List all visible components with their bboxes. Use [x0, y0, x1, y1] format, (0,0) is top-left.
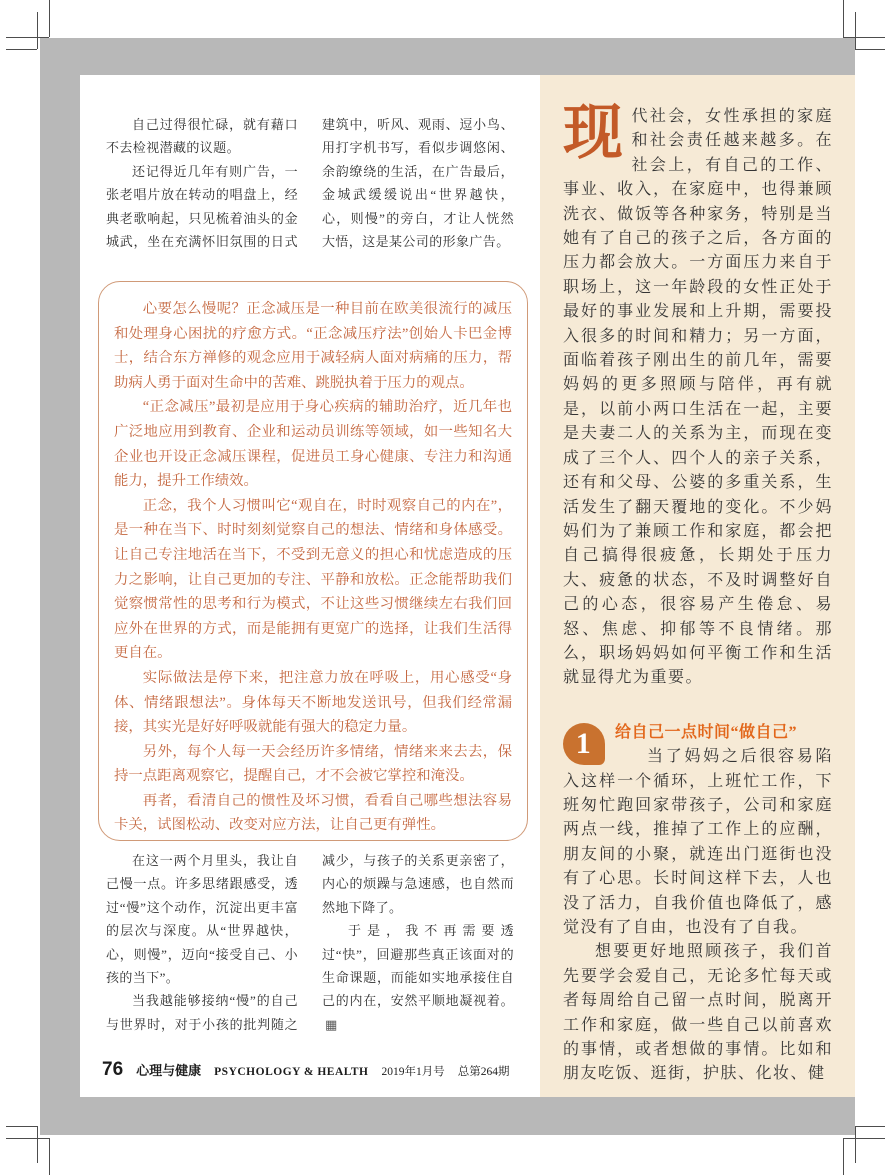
paragraph: [106, 113, 298, 160]
intro-text: 代社会，女性承担的家庭和社会责任越来越多。在社会上，有自己的工作、事业、收入，在家庭中，也得兼顾洗衣、做饭等各种家务，特别是当她有了自己的孩子之后，各方面的压力都会放大。一方面压力来自于职场上，这一年龄段的女性正处于最好的事业发展和上升期，需要投入很多的时间和精力；另一方面，面临着孩子刚出生的前几年，需要妈妈的更多照顾与陪伴，再有就是，以前小两口生活在一起，主要是夫妻二人的关系为主，而现在变成了三个人、四个人的亲子关系，还有和父母、公婆的多重关系，生活发生了翻天覆地的变化。不少妈妈们为了兼顾工作和家庭，都会把自己搞得很疲惫，长期处于压力大、疲惫的状态，不及时调整好自己的心态，很容易产生倦怠、易怒、焦虑、抑郁等不良情绪。那么，职场妈妈如何平衡工作和生活就显得尤为重要。: [563, 108, 833, 687]
section-title: 给自己一点时间“做自己”: [615, 723, 798, 741]
box-paragraph: [114, 740, 512, 789]
section-number-badge: [563, 723, 605, 765]
article-end-icon: ▦: [325, 1017, 336, 1033]
box-paragraph: [114, 494, 512, 666]
right-article: [540, 75, 855, 1097]
paragraph-text: 当我越能够接纳“慢”的自己与世界时，对于小孩的批判随之减少，与孩子的关系更亲密了，内心的烦躁与急速感，也自然而然地下降了。: [106, 853, 514, 1032]
box-paragraph-text: 另外，每个人每一天会经历许多情绪，情绪来来去去，保持一点距离观察它，提醒自己，才不会被它掌控和淹没。: [114, 743, 512, 785]
section-paragraph-text: 当了妈妈之后很容易陷入这样一个循环，上班忙工作，下班匆忙跑回家带孩子，公司和家庭两点一线，推掉了工作上的应酬，朋友间的小聚，就连出门逛街也没有了心思。长时间这样下去，人也没了活力，自我价值也降低了，感觉没有了自由，也没有了自我。: [563, 748, 833, 936]
box-paragraph-text: 实际做法是停下来，把注意力放在呼吸上，用心感受“身体、情绪跟想法”。身体每天不断地发送讯号，但我们经常漏接，其实光是好好呼吸就能有强大的稳定力量。: [114, 669, 512, 736]
article-closing-columns: [106, 849, 514, 1054]
magazine-title-cn: 心理与健康: [136, 1063, 202, 1078]
left-article: [80, 75, 540, 1097]
paragraph: [106, 849, 298, 989]
intro-paragraph: [563, 100, 833, 691]
magazine-title-en: PSYCHOLOGY & HEALTH: [214, 1066, 369, 1078]
paragraph-text: 自己过得很忙碌，就有藉口不去检视潜藏的议题。: [106, 117, 298, 156]
paragraph: [322, 919, 514, 1037]
section-1: [563, 721, 833, 941]
section-paragraph-text: 想要更好地照顾孩子，我们首先要学会爱自己，无论多忙每天或者每周给自己留一点时间，脱离开工作和家庭，做一些自己以前喜欢的事情，或者想做的事情。比如和朋友吃饭、逛街，护肤、化妆、健: [563, 943, 833, 1083]
volume-label: 总第264期: [457, 1066, 510, 1078]
page-number: 76: [102, 1059, 124, 1080]
section-paragraph: [563, 745, 833, 940]
box-paragraph: [114, 789, 512, 838]
box-paragraph-text: 再者，看清自己的惯性及坏习惯，看看自己哪些想法容易卡关，试图松动、改变对应方法，让自己更有弹性。: [114, 792, 512, 834]
box-paragraph: [114, 297, 512, 395]
section-number: 1: [575, 726, 593, 760]
page-content: [80, 75, 855, 1097]
box-paragraph: [114, 395, 512, 493]
paragraph-text: 在这一两个月里头，我让自己慢一点。许多思绪跟感受，透过“慢”这个动作，沉淀出更丰富的层次与深度。从“世界越快，心，则慢”，迈向“接受自己、小孩的当下”。: [106, 853, 298, 986]
mindfulness-box: [98, 281, 528, 841]
box-paragraph-text: “正念减压”最初是应用于身心疾病的辅助治疗，近几年也广泛地应用到教育、企业和运动员训练等领域，如一些知名大企业也开设正念减压课程，促进员工身心健康、专注力和沟通能力，提升工作绩效。: [114, 399, 512, 490]
section-paragraph: [563, 940, 833, 1086]
article-intro-columns: [106, 113, 514, 288]
drop-cap: 现: [563, 100, 625, 166]
paragraph-text: 于是，我不再需要透过“快”，回避那些真正该面对的生命课题，而能如实地承接住自己的内在，安然平顺地凝视着。: [322, 923, 514, 1009]
issue-label: 2019年1月号: [381, 1066, 445, 1078]
box-paragraph: [114, 666, 512, 740]
paragraph-text: 还记得近几年有则广告，一张老唱片放在转动的唱盘上，经典老歌响起，只见梳着油头的金城武，坐在充满怀旧氛围的日式建筑中，听风、观雨、逗小鸟、用打字机书写，看似步调悠闲、余韵缭绕的生活，在广告最后，金城武缓缓说出“世界越快，心，则慢”的旁白，才让人恍然大悟，这是某公司的形象广告。: [106, 117, 514, 250]
box-paragraph-text: 正念，我个人习惯叫它“观自在，时时观察自己的内在”，是一种在当下、时时刻刻觉察自己的想法、情绪和身体感受。让自己专注地活在当下，不受到无意义的担心和忧虑造成的压力之影响，让自己更加的专注、平静和放松。正念能帮助我们觉察惯常性的思考和行为模式，不让这些习惯继续左右我们回应外在世界的方式，而是能拥有更宽广的选择，让我们生活得更自在。: [114, 497, 512, 662]
box-paragraph-text: 心要怎么慢呢？正念减压是一种目前在欧美很流行的减压和处理身心困扰的疗愈方式。“正念减压疗法”创始人卡巴金博士，结合东方禅修的观念应用于减轻病人面对病痛的压力，帮助病人勇于面对生命中的苦难、跳脱执着于压力的观点。: [114, 301, 512, 391]
page-footer: [102, 1059, 522, 1081]
